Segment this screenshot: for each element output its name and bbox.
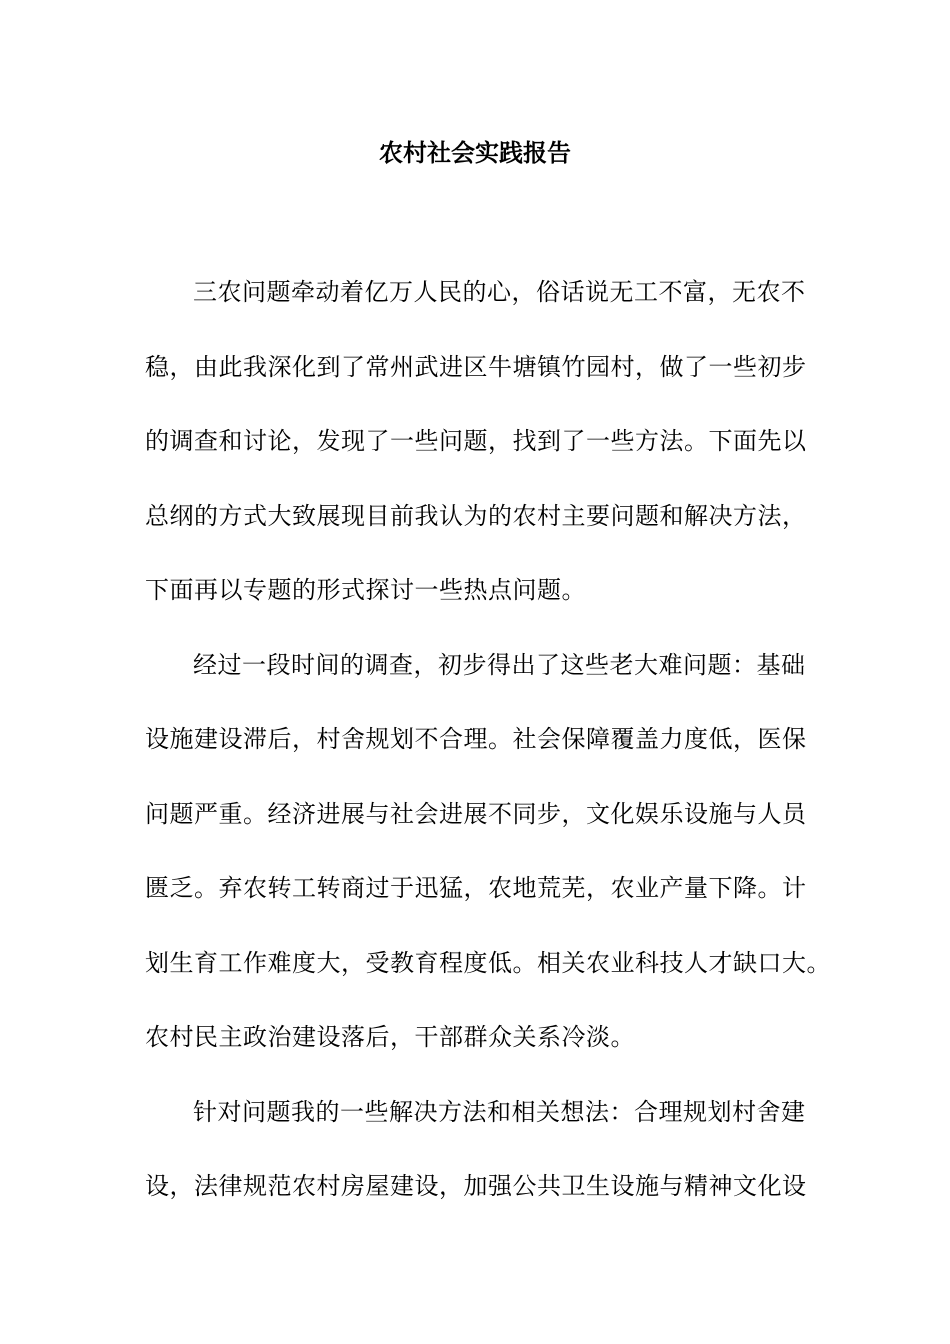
paragraph-line: 三农问题牵动着亿万人民的心，俗话说无工不富，无农不 xyxy=(193,278,806,306)
paragraph-3 xyxy=(145,1075,825,1224)
paragraph-line: 下面再以专题的形式探讨一些热点问题。 xyxy=(145,576,586,604)
paragraph-line: 匮乏。弃农转工转商过于迅猛，农地荒芜，农业产量下降。计 xyxy=(145,874,807,902)
paragraph-line: 针对问题我的一些解决方法和相关想法：合理规划村舍建 xyxy=(193,1097,806,1126)
document-body xyxy=(145,255,831,1224)
paragraph-line: 设施建设滞后，村舍规划不合理。社会保障覆盖力度低，医保 xyxy=(145,725,807,753)
paragraph-line: 划生育工作难度大，受教育程度低。相关农业科技人才缺口大。 xyxy=(145,948,831,977)
paragraph-line: 问题严重。经济进展与社会进展不同步，文化娱乐设施与人员 xyxy=(145,799,807,828)
paragraph-line: 设，法律规范农村房屋建设，加强公共卫生设施与精神文化设 xyxy=(145,1172,807,1200)
paragraph-line: 稳，由此我深化到了常州武进区牛塘镇竹园村，做了一些初步 xyxy=(145,352,807,381)
paragraph-line: 总纲的方式大致展现目前我认为的农村主要问题和解决方法， xyxy=(145,501,807,530)
paragraph-1 xyxy=(145,255,825,628)
paragraph-line: 农村民主政治建设落后，干部群众关系冷淡。 xyxy=(145,1023,635,1051)
paragraph-line: 的调查和讨论，发现了一些问题，找到了一些方法。下面先以 xyxy=(145,427,807,455)
paragraph-line: 经过一段时间的调查，初步得出了这些老大难问题：基础 xyxy=(193,650,806,679)
document-title: 农村社会实践报告 xyxy=(379,138,571,167)
paragraph-2 xyxy=(145,628,831,1075)
